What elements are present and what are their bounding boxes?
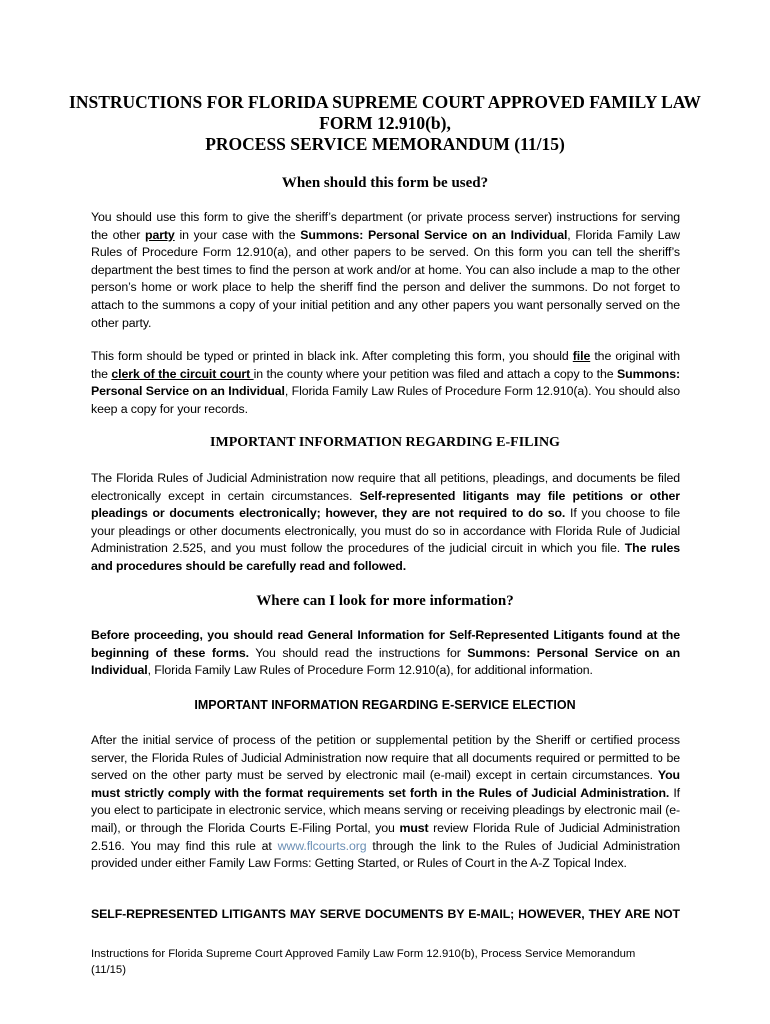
title-line-2: FORM 12.910(b),: [319, 113, 451, 133]
heading-when: When should this form be used?: [281, 175, 489, 191]
page-title: [60, 92, 710, 155]
footer-line-1: Instructions for Florida Supreme Court Approved Family Law Form 12.910(b), Process Service Memorandum: [91, 948, 636, 960]
title-line-3: PROCESS SERVICE MEMORANDUM (11/15): [205, 134, 565, 154]
file-term: file: [572, 349, 591, 363]
page-footer: [91, 946, 680, 978]
heading-more-info: Where can I look for more information?: [256, 593, 514, 609]
paragraph-selfrep: SELF-REPRESENTED LITIGANTS MAY SERVE DOCUMENTS BY E-MAIL; HOWEVER, THEY ARE NOT: [91, 907, 680, 921]
clerk-term: clerk of the circuit court: [111, 366, 254, 381]
footer-line-2: (11/15): [91, 964, 126, 976]
flcourts-link[interactable]: www.flcourts.org: [277, 838, 367, 853]
heading-eservice: IMPORTANT INFORMATION REGARDING E-SERVICE ELECTION: [194, 698, 576, 712]
paragraph-eservice: After the initial service of process of the petition or supplemental petition by the Sheriff or certified process server, the Florida Rules of Judicial Administration now require that all documents required or permitted to be served on the other party must be served by electronic mail (e-mail) except in certain circumstances. You must strictly comply with the format requirements set forth in the Rules of Judicial Administration. If you elect to participate in electronic service, which means serving or receiving pleadings by electronic mail (e-mail), or through the Florida Courts E-Filing Portal, you must review Florida Rule of Judicial Administration 2.516. You may find this rule at www.flcourts.org through the link to the Rules of Judicial Administration provided under either Family Law Forms: Getting Started, or Rules of Court in the A-Z Topical Index.: [91, 733, 680, 871]
party-term: party: [145, 227, 175, 242]
paragraph-when-1: You should use this form to give the sheriff’s department (or private process server) instructions for serving the other party in your case with the Summons: Personal Service on an Individual, Florida Family Law Rules of Procedure Form 12.910(a), and other papers to be served. On this form you can tell the sheriff’s department the best times to find the person at work and/or at home. You can also include a map to the other person’s home or work place to help the sheriff find the person and deliver the summons. Do not forget to attach to the summons a copy of your initial petition and any other papers you want personally served on the other party.: [91, 210, 680, 330]
paragraph-when-2: This form should be typed or printed in black ink. After completing this form, you should file the original with the clerk of the circuit court in the county where your petition was filed and attach a copy to the Summons: Personal Service on an Individual, Florida Family Law Rules of Procedure Form 12.910(a). You should also keep a copy for your records.: [91, 349, 680, 416]
heading-efiling: IMPORTANT INFORMATION REGARDING E-FILING: [210, 435, 560, 450]
paragraph-more-info: Before proceeding, you should read General Information for Self-Represented Litigants found at the beginning of these forms. You should read the instructions for Summons: Personal Service on an Individual, Florida Family Law Rules of Procedure Form 12.910(a), for additional information.: [91, 628, 681, 678]
title-line-1: INSTRUCTIONS FOR FLORIDA SUPREME COURT APPROVED FAMILY LAW: [69, 92, 701, 112]
paragraph-efiling: The Florida Rules of Judicial Administration now require that all petitions, pleadings, and documents be filed electronically except in certain circumstances. Self-represented litigants may file petitions or other pleadings or documents electronically; however, they are not required to do so. If you choose to file your pleadings or other documents electronically, you must do so in accordance with Florida Rule of Judicial Administration 2.525, and you must follow the procedures of the judicial circuit in which you file. The rules and procedures should be carefully read and followed.: [91, 471, 680, 573]
